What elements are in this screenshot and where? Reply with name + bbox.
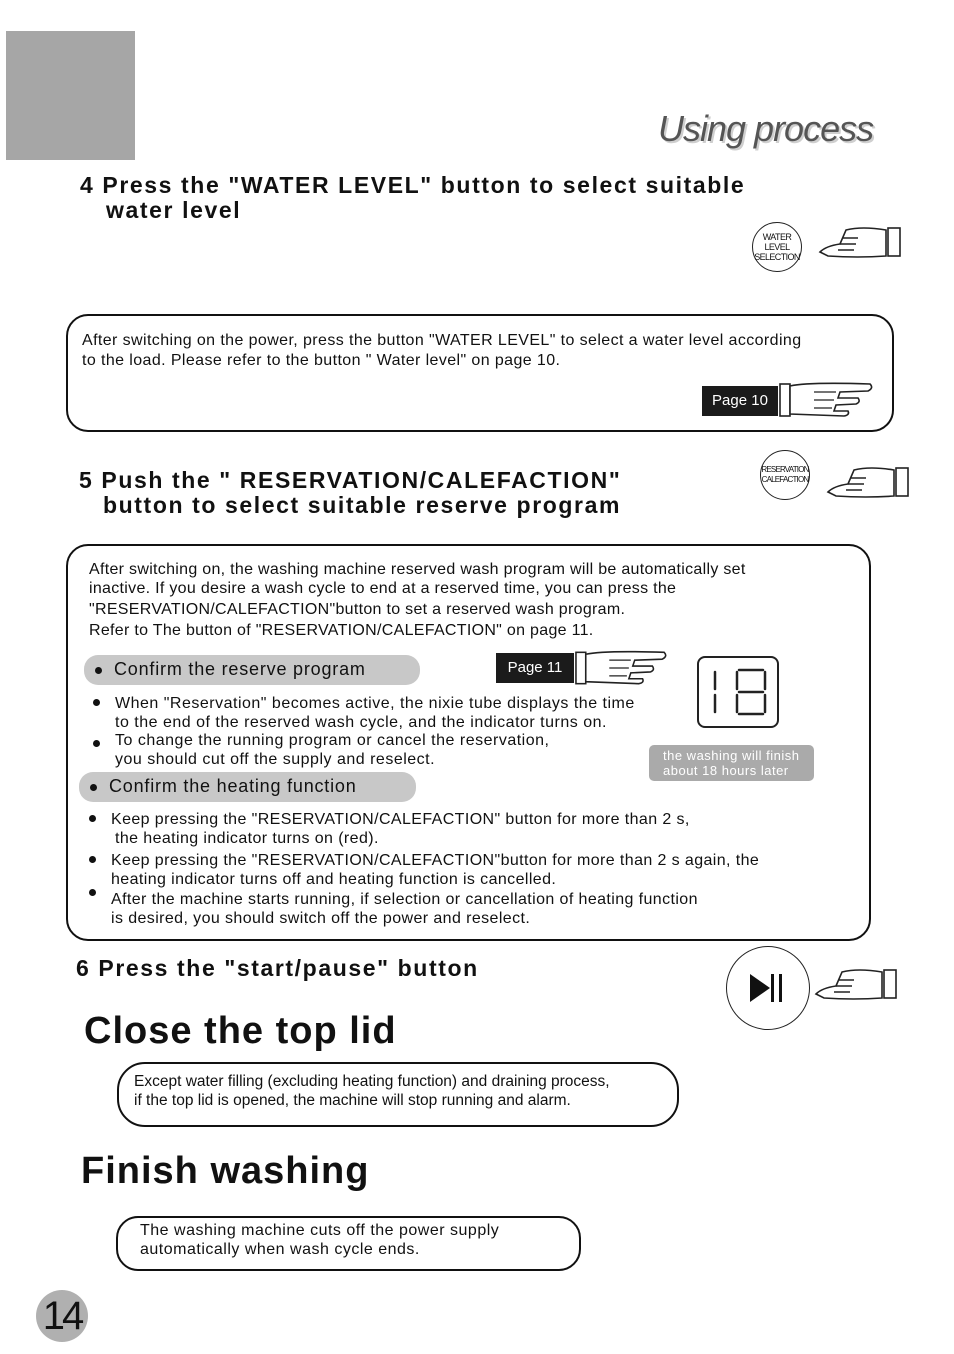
step4-heading (80, 173, 745, 223)
pill-bullet (90, 784, 97, 791)
nixie-tube-display (697, 656, 779, 728)
reserve-bullet-1-line1: When "Reservation" becomes active, the nixie tube displays the time (115, 695, 635, 712)
page-number: 14 (36, 1290, 88, 1342)
display-note-line2: about 18 hours later (663, 763, 789, 778)
step5-heading-line2: button to select suitable reserve program (103, 492, 622, 518)
heat-bullet-3-line1: After the machine starts running, if selection or cancellation of heating function (111, 891, 698, 908)
finish-heading: Finish washing (81, 1150, 370, 1192)
heat-bullet-1-line2: the heating indicator turns on (red). (115, 830, 379, 847)
step5-intro-line1: After switching on, the washing machine reserved wash program will be automatically set (89, 561, 746, 578)
bullet (93, 699, 100, 706)
heat-bullet-2 (111, 851, 759, 889)
finish-line1: The washing machine cuts off the power supply (140, 1222, 500, 1239)
pointing-hand-icon (818, 224, 904, 260)
heat-bullet-2-line2: heating indicator turns off and heating function is cancelled. (111, 871, 557, 888)
heat-bullet-2-line1: Keep pressing the "RESERVATION/CALEFACTION"button for more than 2 s again, the (111, 852, 760, 869)
reserve-bullet-1-line2: to the end of the reserved wash cycle, and the indicator turns on. (115, 714, 607, 731)
step4-heading-line2: water level (106, 197, 242, 223)
display-note-line1: the washing will finish (663, 748, 800, 763)
bullet (89, 889, 96, 896)
step4-text (82, 331, 802, 371)
reservation-calefaction-button-icon: RESERVATION CALEFACTION (760, 450, 810, 500)
display-note (649, 745, 814, 781)
page-10-tag: Page 10 (702, 386, 778, 416)
reserve-bullet-2 (115, 731, 549, 769)
close-lid-line1: Except water filling (excluding heating function) and draining process, (134, 1073, 610, 1090)
reserve-bullet-1 (115, 694, 635, 732)
close-lid-heading: Close the top lid (84, 1010, 397, 1052)
reserve-bullet-2-line1: To change the running program or cancel the reservation, (115, 732, 550, 749)
step5-intro-line4: Refer to The button of "RESERVATION/CALEFACTION" on page 11. (89, 622, 594, 639)
step4-text-line1: After switching on the power, press the button "WATER LEVEL" to select a water level according (82, 332, 802, 349)
step4-text-line2: to the load. Please refer to the button " Water level" on page 10. (82, 352, 561, 369)
finish-line2: automatically when wash cycle ends. (140, 1241, 420, 1258)
pill-bullet (95, 667, 102, 674)
step4-heading-line1: 4 Press the "WATER LEVEL" button to select suitable (80, 172, 746, 198)
step5-intro-line3: "RESERVATION/CALEFACTION"button to set a reserved wash program. (89, 601, 626, 618)
finish-text (140, 1221, 499, 1259)
close-lid-text (134, 1072, 610, 1110)
display-digits (699, 658, 777, 726)
confirm-heating-pill (79, 772, 416, 802)
step6-heading: 6 Press the "start/pause" button (76, 955, 479, 981)
start-pause-button-icon (726, 946, 810, 1030)
pointing-hand-icon (826, 464, 912, 500)
play-pause-icon (748, 971, 788, 1005)
pointing-right-hand-icon (778, 378, 876, 422)
step5-intro-line2: inactive. If you desire a wash cycle to end at a reserved time, you can press the (89, 580, 677, 597)
heat-bullet-1 (111, 810, 690, 848)
page-section-title: Using process (658, 108, 874, 149)
corner-grey-block (6, 31, 135, 160)
step5-heading-line1: 5 Push the " RESERVATION/CALEFACTION" (79, 467, 622, 493)
confirm-heating-label: Confirm the heating function (109, 776, 357, 796)
heat-bullet-3 (111, 890, 698, 928)
heat-bullet-3-line2: is desired, you should switch off the power and reselect. (111, 910, 531, 927)
heat-bullet-1-line1: Keep pressing the "RESERVATION/CALEFACTION" button for more than 2 s, (111, 811, 690, 828)
bullet (93, 740, 100, 747)
bullet (89, 815, 96, 822)
step5-intro (89, 560, 746, 640)
pointing-right-hand-icon (574, 646, 670, 690)
close-lid-line2: if the top lid is opened, the machine will stop running and alarm. (134, 1092, 571, 1109)
water-level-button-icon: WATER LEVEL SELECTION (752, 222, 802, 272)
confirm-reserve-pill (84, 655, 420, 685)
step5-heading (79, 468, 621, 518)
pointing-hand-icon (814, 966, 900, 1002)
reserve-bullet-2-line2: you should cut off the supply and reselect. (115, 751, 436, 768)
confirm-reserve-label: Confirm the reserve program (114, 659, 366, 679)
page-11-tag: Page 11 (496, 653, 574, 683)
bullet (89, 856, 96, 863)
